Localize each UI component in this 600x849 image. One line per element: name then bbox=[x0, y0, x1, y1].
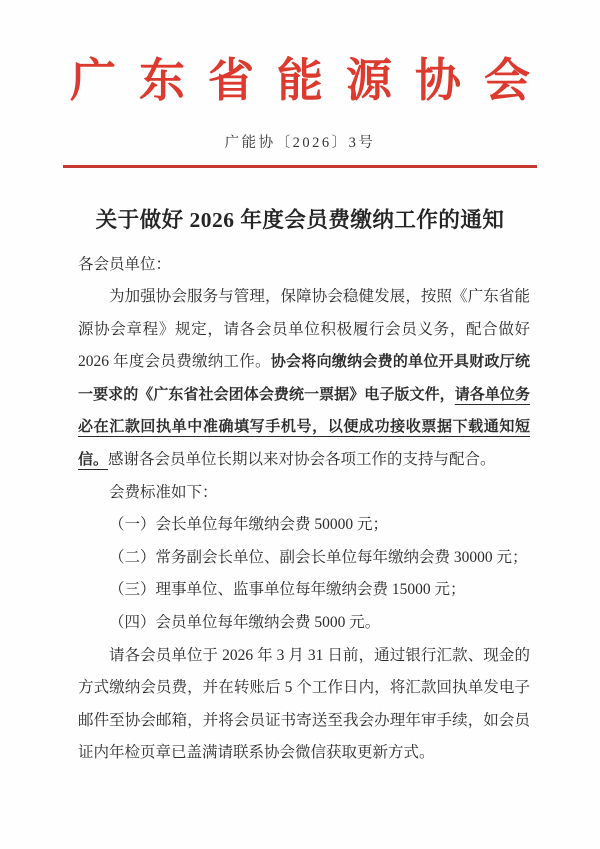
paragraph bbox=[78, 542, 530, 575]
paragraph bbox=[78, 477, 530, 510]
notice-body bbox=[0, 249, 600, 771]
text-run: （三）理事单位、监事单位每年缴纳会费 15000 元； bbox=[109, 581, 466, 599]
paragraph bbox=[78, 607, 530, 640]
letterhead-divider bbox=[63, 165, 537, 168]
org-name-heading: 广东省能源协会 bbox=[70, 55, 553, 106]
document-number: 广能协〔2026〕3号 bbox=[224, 134, 376, 151]
salutation: 各会员单位： bbox=[78, 255, 172, 273]
paragraph bbox=[78, 640, 530, 770]
text-run: 请各会员单位于 2026 年 3 月 31 日前，通过银行汇款、现金的方式缴纳会员费，并在转账后 5 个工作日内，将汇款回执单发电子邮件至协会邮箱，并将会员证书寄送至我会办理年审手续，如会员证内年检页章已盖满请联系协会微信获取更新方式。 bbox=[78, 646, 530, 762]
notice-title: 关于做好 2026 年度会员费缴纳工作的通知 bbox=[95, 207, 505, 232]
text-run: 感谢各会员单位长期以来对协会各项工作的支持与配合。 bbox=[108, 451, 496, 469]
paragraph bbox=[78, 574, 530, 607]
paragraph bbox=[78, 281, 530, 477]
text-run: 会费标准如下： bbox=[109, 483, 218, 501]
paragraph bbox=[78, 509, 530, 542]
text-run: 为加强协会服务与管理，保障协会稳健发展，按照《广东省能源协会章程》规定，请各会员单位积极履行会员义务，配合做好 2026 年度会员费缴纳工作。 bbox=[78, 288, 530, 371]
emphasis-underlined-run: 请各单位务必在汇款回执单中准确填写手机号，以便成功接收票据下载通知短信。 bbox=[78, 385, 530, 469]
text-run: （一）会长单位每年缴纳会费 50000 元； bbox=[109, 516, 389, 534]
letterhead bbox=[0, 0, 600, 110]
emphasis-bold-run: 协会将向缴纳会费的单位开具财政厅统一要求的《广东省社会团体会费统一票据》电子版文件， bbox=[78, 353, 530, 403]
text-run: （二）常务副会长单位、副会长单位每年缴纳会费 30000 元； bbox=[109, 548, 528, 566]
text-run: （四）会员单位每年缴纳会费 5000 元。 bbox=[109, 614, 381, 632]
